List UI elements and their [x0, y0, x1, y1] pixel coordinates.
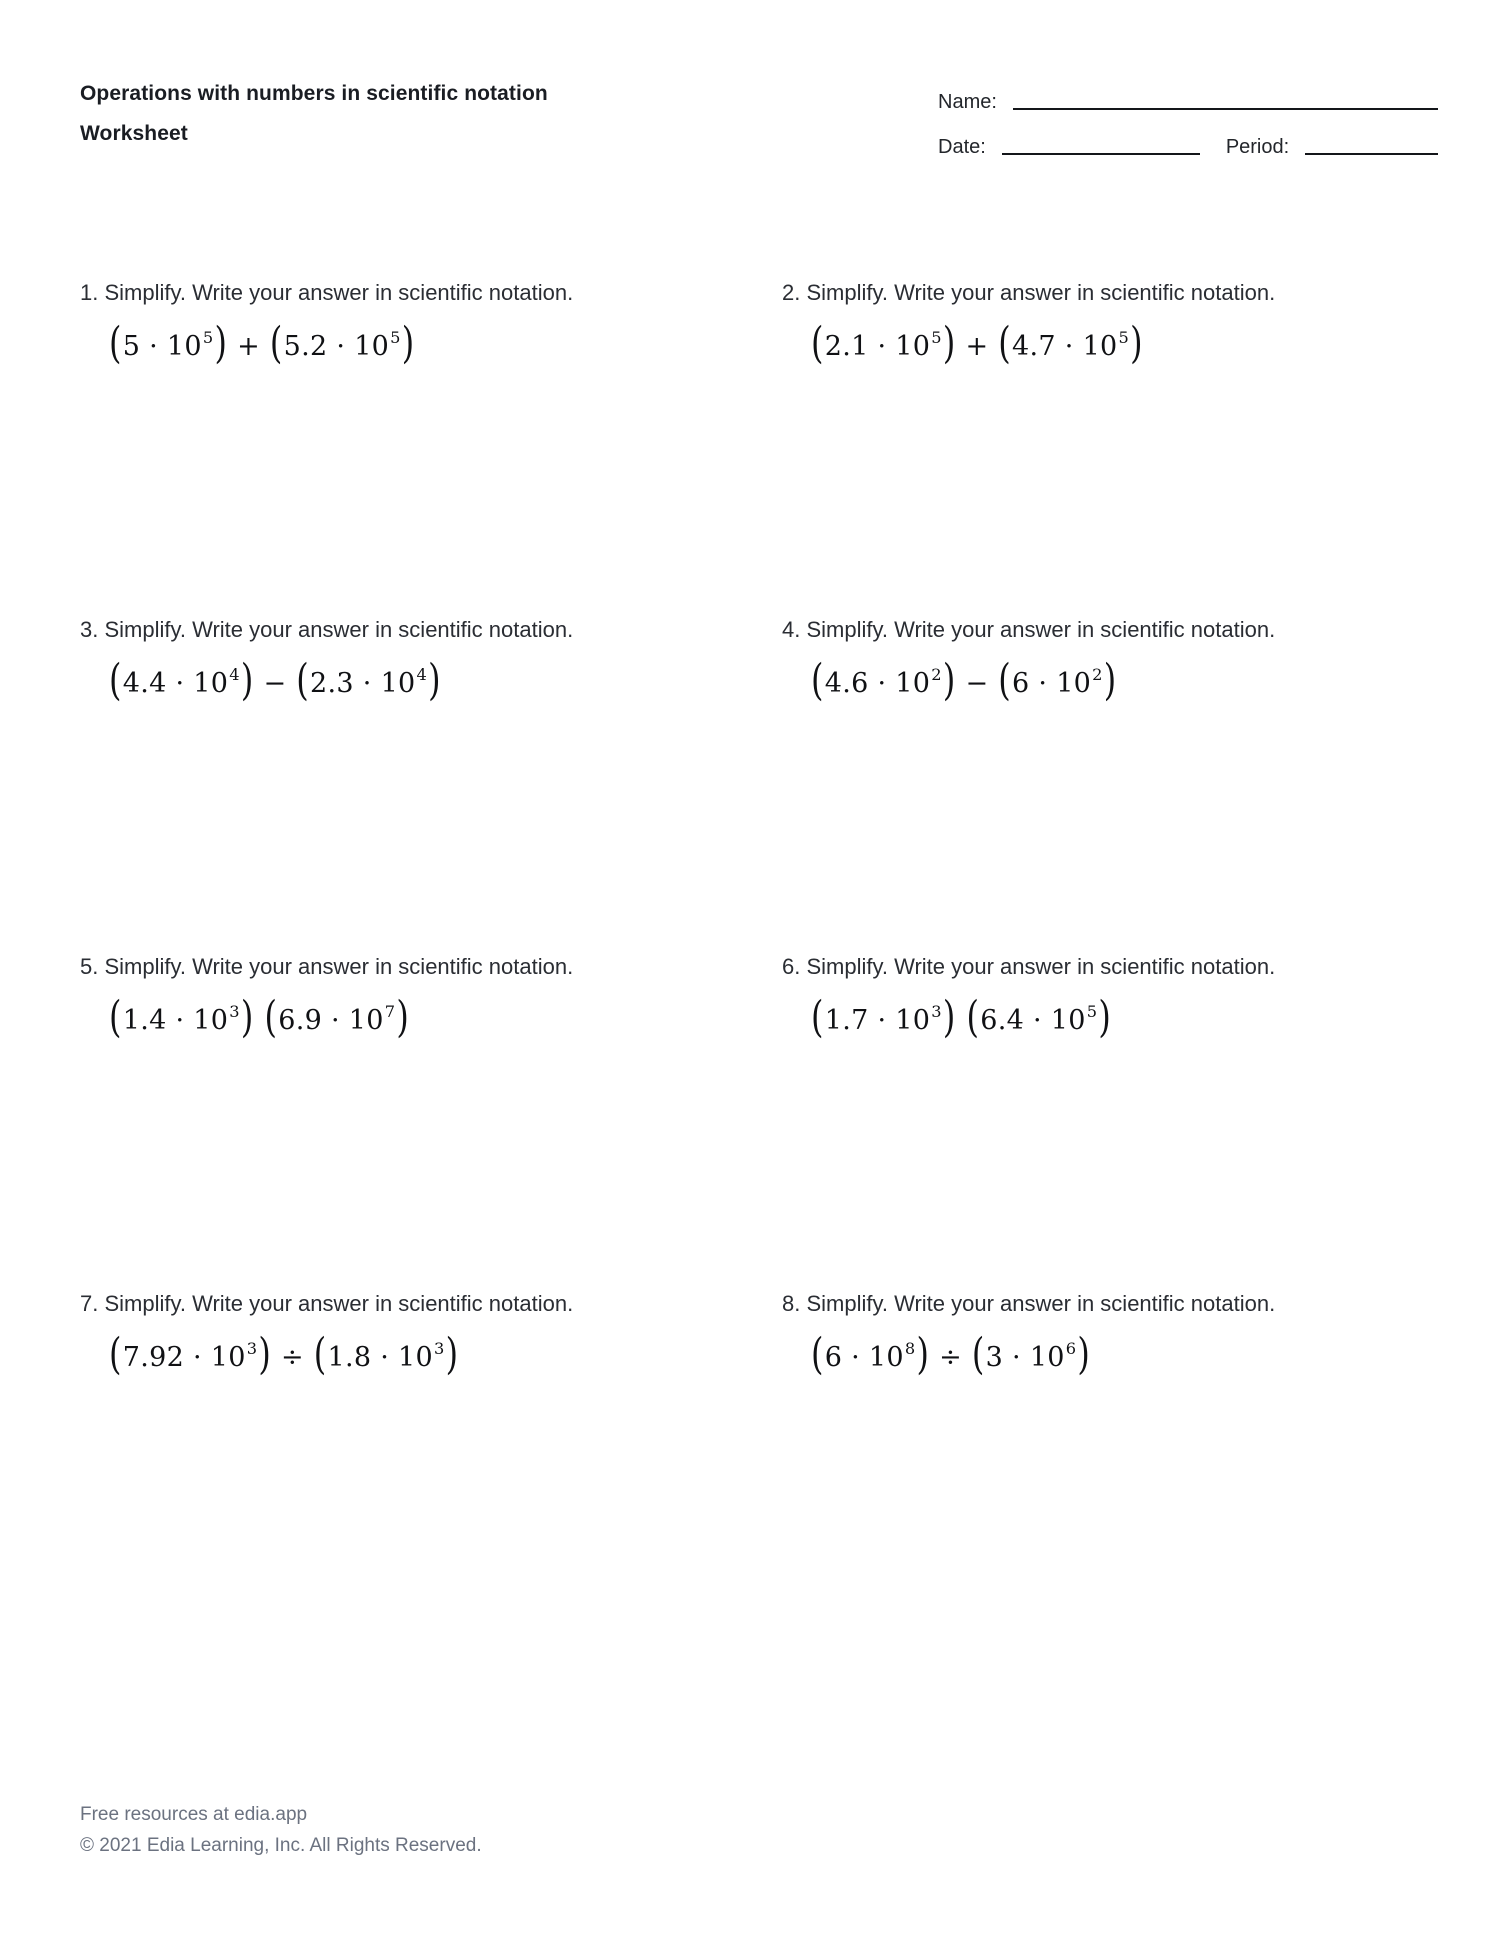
problem-prompt-row	[80, 1289, 782, 1319]
problem-prompt-row	[80, 615, 782, 645]
problem-number: 2.	[782, 280, 801, 305]
problem-prompt: Simplify. Write your answer in scientific notation.	[104, 954, 574, 979]
problem-item	[80, 270, 782, 607]
problem-prompt-row	[80, 952, 782, 982]
problems-grid	[80, 270, 1420, 1618]
problem-prompt: Simplify. Write your answer in scientific notation.	[104, 280, 574, 305]
problem-item	[80, 1281, 782, 1618]
problem-item	[782, 1281, 1420, 1618]
footer-copyright-line: © 2021 Edia Learning, Inc. All Rights Reserved.	[80, 1835, 482, 1856]
footer-resources-line: Free resources at edia.app	[80, 1804, 308, 1825]
problem-expression: $(6 \cdot 10^8) \div (3 \cdot 10^6)$	[811, 1328, 1091, 1380]
problem-number: 1.	[80, 280, 99, 305]
problem-expression: $(1.4 \cdot 10^3)$ $(6.9 \cdot 10^7)$	[109, 991, 410, 1043]
date-period-field-row	[938, 135, 1438, 160]
problem-item	[782, 270, 1420, 607]
problem-item	[782, 944, 1420, 1281]
problem-expression: $(4.4 \cdot 10^4) - (2.3 \cdot 10^4)$	[109, 654, 441, 706]
problem-item	[80, 944, 782, 1281]
period-label: Period:	[1225, 136, 1290, 158]
problem-number: 3.	[80, 617, 99, 642]
problem-prompt: Simplify. Write your answer in scientific notation.	[806, 1291, 1276, 1316]
problem-prompt-row	[782, 615, 1420, 645]
page-footer	[80, 1799, 482, 1861]
problem-number: 5.	[80, 954, 99, 979]
problem-prompt: Simplify. Write your answer in scientific notation.	[806, 617, 1276, 642]
problem-number: 6.	[782, 954, 801, 979]
problem-prompt: Simplify. Write your answer in scientific notation.	[104, 1291, 574, 1316]
problem-number: 7.	[80, 1291, 99, 1316]
title-line-2: Worksheet	[80, 122, 188, 145]
problem-prompt-row	[782, 1289, 1420, 1319]
problem-number: 8.	[782, 1291, 801, 1316]
date-label: Date:	[938, 136, 986, 158]
problem-prompt: Simplify. Write your answer in scientific notation.	[806, 280, 1276, 305]
student-fields	[938, 90, 1438, 160]
problem-expression: $(4.6 \cdot 10^2) - (6 \cdot 10^2)$	[811, 654, 1117, 706]
problem-prompt: Simplify. Write your answer in scientific notation.	[806, 954, 1276, 979]
problem-prompt-row	[782, 952, 1420, 982]
problem-item	[782, 607, 1420, 944]
worksheet-title	[80, 74, 548, 154]
title-line-1: Operations with numbers in scientific notation	[80, 82, 548, 105]
name-field-row	[938, 90, 1438, 115]
problem-expression: $(5 \cdot 10^5) + (5.2 \cdot 10^5)$	[109, 317, 415, 369]
problem-expression: $(2.1 \cdot 10^5) + (4.7 \cdot 10^5)$	[811, 317, 1143, 369]
problem-number: 4.	[782, 617, 801, 642]
name-fill-line	[1013, 108, 1438, 110]
problem-prompt: Simplify. Write your answer in scientific notation.	[104, 617, 574, 642]
name-label: Name:	[938, 91, 997, 113]
problem-prompt-row	[80, 278, 782, 308]
problem-expression: $(7.92 \cdot 10^3) \div (1.8 \cdot 10^3)$	[109, 1328, 459, 1380]
problem-expression: $(1.7 \cdot 10^3)$ $(6.4 \cdot 10^5)$	[811, 991, 1112, 1043]
period-fill-line	[1305, 153, 1438, 155]
problem-item	[80, 607, 782, 944]
date-fill-line	[1002, 153, 1200, 155]
problem-prompt-row	[782, 278, 1420, 308]
